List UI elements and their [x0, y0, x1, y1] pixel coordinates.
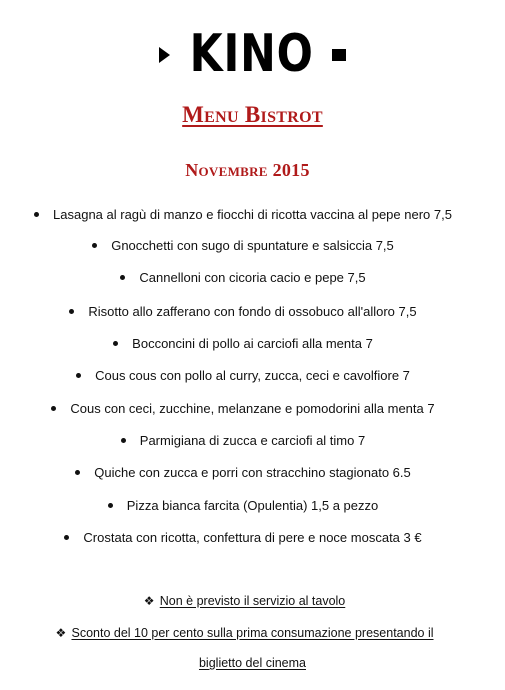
service-note-text: Non è previsto il servizio al tavolo	[159, 594, 346, 608]
bullet-icon	[75, 470, 80, 475]
menu-item	[0, 336, 505, 352]
menu-item-text: Cous cous con pollo al curry, zucca, ceci e cavolfiore 7	[95, 368, 410, 383]
bullet-icon	[69, 309, 74, 314]
menu-item	[0, 368, 505, 384]
discount-note	[0, 625, 505, 641]
menu-item-text: Lasagna al ragù di manzo e fiocchi di ricotta vaccina al pepe nero 7,5	[53, 207, 452, 222]
discount-note-continued	[0, 655, 505, 671]
menu-item-text: Bocconcini di pollo ai carciofi alla menta 7	[132, 336, 373, 351]
bullet-icon	[76, 373, 81, 378]
service-note	[0, 593, 505, 609]
bullet-icon	[120, 275, 125, 280]
bullet-icon	[34, 212, 39, 217]
diamond-bullet-icon: ❖	[55, 626, 67, 640]
menu-item	[0, 465, 505, 481]
discount-note-text-2: biglietto del cinema	[198, 656, 306, 670]
menu-item	[0, 401, 505, 417]
menu-item-text: Quiche con zucca e porri con stracchino stagionato 6.5	[94, 465, 411, 480]
diamond-bullet-icon: ❖	[143, 594, 155, 608]
bullet-icon	[121, 438, 126, 443]
menu-item-text: Gnocchetti con sugo di spuntature e salsiccia 7,5	[111, 238, 394, 253]
menu-item-text: Cous con ceci, zucchine, melanzane e pomodorini alla menta 7	[70, 401, 435, 416]
menu-item	[0, 238, 505, 254]
menu-item	[0, 207, 505, 223]
menu-item	[0, 498, 505, 514]
menu-item-text: Parmigiana di zucca e carciofi al timo 7	[139, 433, 366, 448]
menu-item-text: Risotto allo zafferano con fondo di ossobuco all'alloro 7,5	[88, 304, 417, 319]
menu-item	[0, 530, 505, 546]
discount-note-text: Sconto del 10 per cento sulla prima consumazione presentando il	[71, 626, 434, 640]
menu-title: Menu Bistrot	[182, 102, 323, 127]
bullet-icon	[92, 243, 97, 248]
menu-item	[0, 304, 505, 320]
bullet-icon	[64, 535, 69, 540]
menu-item-text: Pizza bianca farcita (Opulentia) 1,5 a pezzo	[126, 498, 379, 513]
bullet-icon	[51, 406, 56, 411]
menu-item-text: Crostata con ricotta, confettura di pere e noce moscata 3 €	[83, 530, 422, 545]
menu-item-text: Cannelloni con cicoria cacio e pepe 7,5	[139, 270, 366, 285]
menu-month: Novembre 2015	[185, 160, 310, 180]
bullet-icon	[113, 341, 118, 346]
logo-text: KINO	[189, 24, 315, 84]
menu-item	[0, 270, 505, 286]
menu-item	[0, 433, 505, 449]
bullet-icon	[108, 503, 113, 508]
